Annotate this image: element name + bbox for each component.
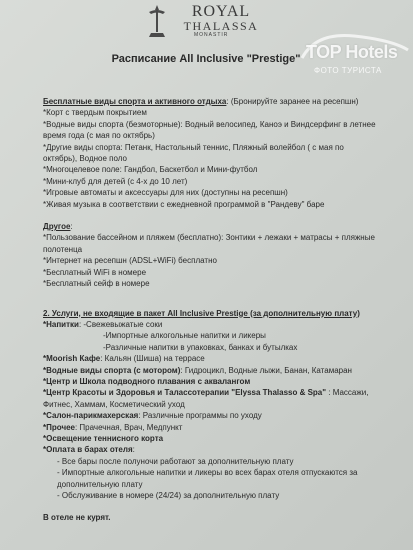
list-item: *Бесплатный сейф в номере xyxy=(43,279,150,289)
drinks-label: *Напитки xyxy=(43,319,79,329)
section3-heading: 2. Услуги, не входящие в пакет All Inclusive Prestige (за дополнительную плату) xyxy=(43,308,360,318)
salon-text: : Различные программы по уходу xyxy=(138,411,262,421)
section2-heading-line xyxy=(43,221,378,232)
section1-heading-line xyxy=(43,96,378,107)
list-item: *Водные виды спорта (безмоторные): Водный велосипед, Каноэ и Виндсерфинг в летнее время года (с мая по октябрь) xyxy=(43,119,376,141)
water-sports-text: : Гидроцикл, Водные лыжи, Банан, Катамаран xyxy=(180,365,352,375)
watermark-caption: ФОТО ТУРИСТА xyxy=(314,66,382,75)
section2-heading: Другое xyxy=(43,222,71,232)
spa-text: : Массажи, Фитнес, Хаммам, Косметический уход xyxy=(43,388,369,409)
list-item: *Другие виды спорта: Петанк, Настольный теннис, Пляжный волейбол ( с мая по октябрь), Водное поло xyxy=(43,142,344,164)
water-sports-line xyxy=(43,365,378,376)
other-line xyxy=(43,422,378,433)
watermark-brand: TOP Hotels xyxy=(306,42,398,62)
list-item: *Живая музыка в соответствии с ежедневной программой в "Рандеву" баре xyxy=(43,199,325,209)
spacer xyxy=(43,501,378,512)
spa-line xyxy=(43,387,378,410)
diving-line: *Центр и Школа подводного плавания с аквалангом xyxy=(43,376,251,386)
logo-text-thalassa: THALASSA xyxy=(183,19,259,33)
bars-item: - Все бары после полуночи работают за дополнительную плату xyxy=(57,456,294,466)
tophotels-watermark xyxy=(296,28,413,88)
salon-label: *Салон-парикмахерская xyxy=(43,411,139,421)
bars-item: - Обслуживание в номере (24/24) за дополнительную плату xyxy=(57,491,280,500)
other-label: *Прочее xyxy=(43,422,75,432)
list-item: *Интернет на ресепшн (ADSL+WiFi) бесплатно xyxy=(43,256,217,266)
other-text: : Прачечная, Врач, Медпункт xyxy=(74,422,183,432)
list-item: *Многоцелевое поле: Гандбол, Баскетбол и Мини-футбол xyxy=(43,165,258,175)
moorish-label: *Moorish Кафе xyxy=(43,354,101,364)
section1-heading: Бесплатные виды спорта и активного отдыха xyxy=(43,97,227,106)
salon-line xyxy=(43,410,378,421)
list-item: *Мини-клуб для детей (с 4-х до 10 лет) xyxy=(43,176,188,186)
spacer xyxy=(43,290,378,308)
list-item: *Бесплатный WiFi в номере xyxy=(43,267,147,277)
drinks-first: : -Свежевыжатые соки xyxy=(78,319,163,329)
drinks-sub-item: -Различные напитки в упаковках, банках и бутылках xyxy=(103,342,298,352)
bars-label: *Оплата в барах отеля xyxy=(43,445,133,455)
hotel-logo xyxy=(154,4,274,39)
drinks-line xyxy=(43,319,378,330)
list-item: *Пользование бассейном и пляжем (бесплатно): Зонтики + лежаки + матрасы + пляжные полотенца xyxy=(43,233,375,254)
bars-heading-line xyxy=(43,444,378,455)
section2-heading-colon: : xyxy=(70,222,73,232)
tennis-light-line: *Освещение теннисного корта xyxy=(43,433,164,443)
water-sports-label: *Водные виды спорта (с мотором) xyxy=(43,365,181,375)
list-item: *Игровые автоматы и аксессуары для них (доступны на ресепшн) xyxy=(43,188,288,198)
tower-emblem-icon xyxy=(146,4,168,38)
logo-text-monastir: MONASTIR xyxy=(194,32,229,38)
bars-colon: : xyxy=(132,445,135,455)
spa-label: *Центр Красоты и Здоровья и Талассотерапии "Elyssa Thalasso & Spa" xyxy=(43,388,327,398)
moorish-line xyxy=(43,353,378,364)
bars-item: - Импортные алкогольные напитки и ликеры во всех барах отеля отпускаются за дополнительную плату xyxy=(57,468,358,489)
moorish-text: : Кальян (Шиша) на террасе xyxy=(100,354,205,364)
section1-heading-note: : (Бронируйте заранее на ресепшн) xyxy=(226,97,359,106)
page-title: Расписание All Inclusive "Prestige" xyxy=(111,53,301,65)
spacer xyxy=(43,210,378,221)
list-item: *Корт с твердым покрытием xyxy=(43,108,147,118)
drinks-sub-item: -Импортные алкогольные напитки и ликеры xyxy=(103,331,266,341)
no-smoking-note: В отеле не курят. xyxy=(43,513,111,523)
logo-text-royal: ROYAL xyxy=(191,3,251,20)
document-body xyxy=(43,96,378,524)
